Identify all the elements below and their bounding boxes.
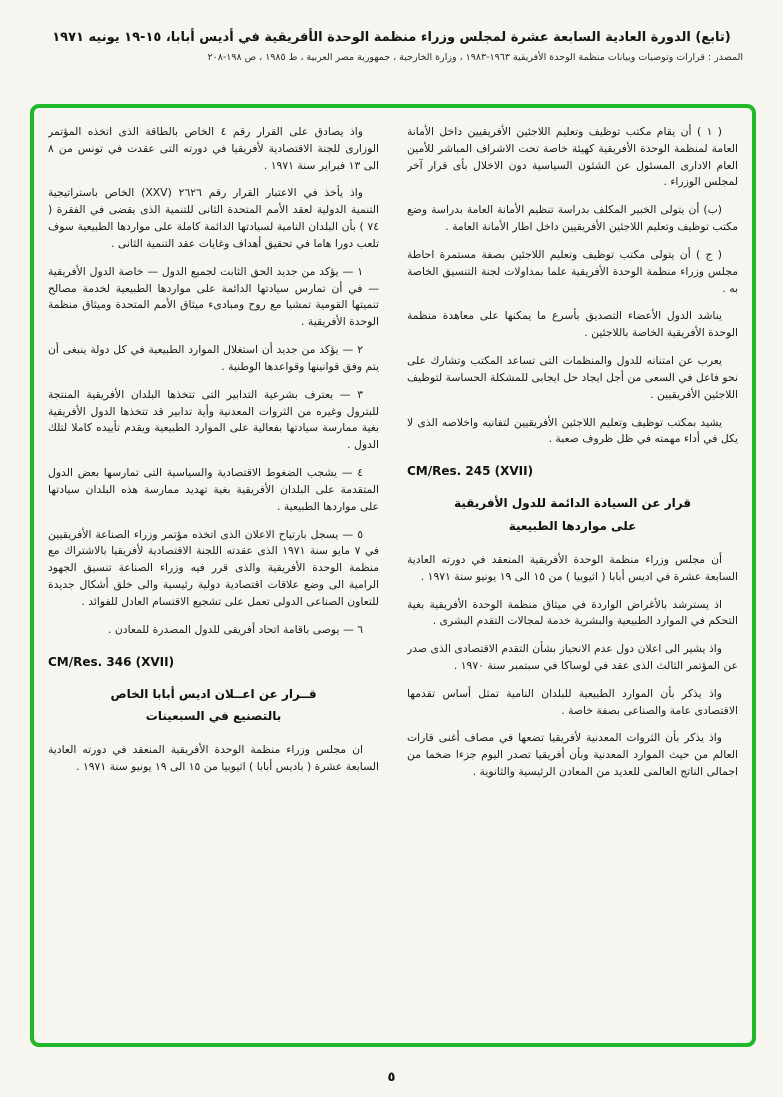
- paragraph: يشيد بمكتب توظيف وتعليم اللاجئين الأفريقيين لتفانيه واخلاصه الذى لا يكل في أداء مهمته في ظل ظروف صعبة .: [407, 415, 738, 446]
- paragraph: واذ يأخذ في الاعتبار القرار رقم ٢٦٢٦ (XXV) الخاص باستراتيجية التنمية الدولية لعقد الأمم المتحدة الثانى للتنمية الذى يقضى في الفقرة ( ٧٤ ) بأن البلدان النامية لسيادتها الدائمة كاملة على مواردها الطبيعية سوف تلعب دورا هاما في تحقيق أهداف وغايات عقد التنمية الثانى .: [48, 186, 379, 250]
- paragraph: يناشد الدول الأعضاء التصديق بأسرع ما يمكنها على معاهدة منظمة الوحدة الأفريقية الخاصة باللاجئين .: [407, 309, 738, 340]
- paragraph: ( ج ) أن يتولى مكتب توظيف وتعليم اللاجئين بصفة مستمرة احاطة مجلس وزراء منظمة الوحدة الأفريقية علما بمداولات لجنة التنسيق الخاصة به .: [407, 247, 738, 295]
- paragraph: (ب) أن يتولى الخبير المكلف بدراسة تنظيم الأمانة العامة بدراسة وضع مكتب توظيف وتعليم اللاجئين الأفريقيين داخل اطار الأمانة العامة .: [407, 203, 738, 234]
- paragraph: واذ يصادق على القرار رقم ٤ الخاص بالطاقة الذى اتخذه المؤتمر الوزارى للجنة الاقتصادية لأفريقيا في دورته التى عقدت في تونس من ٨ الى ١٣ فبراير سنة ١٩٧١ .: [48, 125, 379, 172]
- resolution-title: [407, 492, 738, 538]
- resolution-title-line: بالتصنيع في السبعينات: [145, 709, 282, 724]
- resolution-title-line: قــرار عن اعــلان اديس أبابا الخاص: [110, 686, 317, 701]
- paragraph: ٢ — يؤكد من جديد أن استغلال الموارد الطبيعية في كل دولة ينبغى أن يتم وفق قوانينها وقواعدها الوطنية .: [48, 343, 379, 373]
- paragraph: ٣ — يعترف بشرعية التدابير التى تتخذها البلدان الأفريقية المنتجة للبترول وغيره من الثروات المعدنية وأية تدابير قد تتخذها الدول الأفريقية بغية ممارسة سيادتها بفعالية على الموارد الطبيعية ويقدم تأييده كاملا لتلك الدول .: [48, 387, 379, 452]
- paragraph: يعرب عن امتنانه للدول والمنظمات التى تساعد المكتب وتشارك على نحو فاعل في السعى من أجل ايجاد حل ايجابى للمشكلة الحساسة لتوظيف اللاجئين الأفريقيين .: [407, 354, 738, 401]
- header-source: المصدر : قرارات وتوصيات وبيانات منظمة الوحدة الأفريقية ١٩٦٣-١٩٨٣ ، وزارة الخارجية ، جمهورية مصر العربية ، ط ١٩٨٥ ، ص ١٩٨-٢٠٨: [207, 52, 743, 63]
- page-number: ٥: [387, 1070, 396, 1085]
- resolution-title-line: على مواردها الطبيعية: [508, 519, 637, 534]
- paragraph: واذ يذكر بأن الموارد الطبيعية للبلدان النامية تمثل أساس تقدمها الاقتصادى عامة والصناعى بصفة خاصة .: [407, 686, 738, 717]
- paragraph: واذ يشير الى اعلان دول عدم الانحياز بشأن التقدم الاقتصادى الذى صدر عن المؤتمر الثالث الذى عقد في لوساكا في سبتمبر سنة ١٩٧٠ .: [407, 642, 738, 672]
- resolution-code: CM/Res. 346 (XVII): [48, 654, 175, 669]
- header-title: (تابع) الدورة العادية السابعة عشرة لمجلس وزراء منظمة الوحدة الأفريقية في أديس أبابا، ١٥-١٩ يونيه ١٩٧١: [52, 30, 731, 45]
- paragraph: ٦ — يوصى باقامة اتحاد أفريقى للدول المصدرة للمعادن .: [107, 622, 363, 636]
- paragraph: ان مجلس وزراء منظمة الوحدة الأفريقية المنعقد في دورته العادية السابعة عشرة ( باديس أبابا ) اثيوبيا من ١٥ الى ١٩ يونيو سنة ١٩٧١ .: [48, 743, 379, 773]
- text-columns: [48, 124, 738, 1033]
- paragraph: أن مجلس وزراء منظمة الوحدة الأفريقية المنعقد في دورته العادية السابعة عشرة في اديس أبابا ( اثيوبيا ) من ١٥ الى ١٩ يونيو سنة ١٩٧١ .: [407, 552, 738, 583]
- paragraph: واذ يذكر بأن الثروات المعدنية لأفريقيا تضعها في مصاف أغنى قارات العالم من حيث الموارد المعدنية وبأن أفريقيا تصدر اليوم جزءا ضخما من اجمالى الناتج العالمى للعديد من المعادن الرئيسية والثانوية .: [407, 731, 738, 779]
- paragraph: اذ يسترشد بالأغراض الواردة في ميثاق منظمة الوحدة الأفريقية بغية التحكم في الموارد الطبيعية والبشرية خدمة لمجالات التقدم البشرى .: [407, 597, 738, 628]
- page-header: [40, 30, 743, 63]
- paragraph: ١ — يؤكد من جديد الحق الثابت لجميع الدول — خاصة الدول الأفريقية — في أن تمارس سيادتها الدائمة على مواردها الطبيعية لخدمة مصالح تنميتها القومية تمشيا مع روح ومبادىء ميثاق الأمم المتحدة وميثاق منظمة الوحدة الأفريقية .: [48, 264, 379, 329]
- resolution-title: [48, 683, 379, 729]
- column-left: [48, 124, 379, 1033]
- resolution-code: CM/Res. 245 (XVII): [407, 464, 534, 479]
- paragraph: ( ١ ) أن يقام مكتب توظيف وتعليم اللاجئين الأفريقيين داخل الأمانة العامة لمنظمة الوحدة الأفريقية كهيئة خاصة تحت الاشراف المباشر للأمين العام الادارى المسئول عن الشئون السياسية دون الاخلال بأى قرار آخر لمجلس الوزراء .: [407, 125, 738, 189]
- column-right: [407, 124, 738, 1033]
- paragraph: ٤ — يشجب الضغوط الاقتصادية والسياسية التى تمارسها بعض الدول المتقدمة على البلدان الأفريقية بغية تهديد ممارسة هذه البلدان سيادتها على مواردها الطبيعية .: [48, 466, 379, 513]
- resolution-title-line: قرار عن السيادة الدائمة للدول الأفريقية: [453, 496, 692, 511]
- paragraph: ٥ — يسجل بارتياح الاعلان الذى اتخذه مؤتمر وزراء الصناعة الأفريقيين في ٧ مايو سنة ١٩٧١ الذى عقدته اللجنة الاقتصادية لأفريقيا بالاشتراك مع منظمة الوحدة الأفريقية والذى قرر فيه وزراء الصناعة تنسيق الجهود الرامية الى وضع علاقات اقتصادية دولية رئيسية والى خلق أشكال جديدة للتعاون الصناعى الدولى تعمل على تشجيع الاقتسام العادل للفوائد .: [48, 527, 379, 608]
- document-frame: [30, 104, 756, 1047]
